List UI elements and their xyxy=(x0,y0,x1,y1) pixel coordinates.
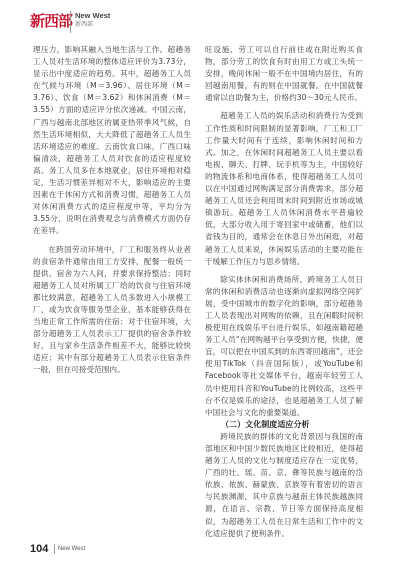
body-paragraph: 跨境民族的群体的文化背景因与我国的南部地区和中国少数民族地区比较相近，使得超趟务工人员的文化与制度适应存在一定优势，广西的壮、瑶、苗、京、彝等民族与越南的岱依族、侬族、赫蒙族、京族等有着密切的语言与民族渊源，其中京族与越南主体民族越族同源，在语言、宗教、节日等方面保持高度相似，为超趟务工人员在日常生活和工作中的文化适应提供了便利条件。 xyxy=(205,431,363,538)
logo-en-title: New West xyxy=(75,11,111,20)
page-number: 104 xyxy=(30,543,49,555)
body-paragraph: 除实体休闲和消费场所，跨境务工人员日常的休闲和消费活动也逐渐向虚拟网络空间扩展，受中国城市的数字化的影响，部分超趟务工人员表现出对网购的依赖，且在闲暇时间积极使用在线娱乐平台进行娱乐，如越南籍超趟务工人员“在网购越平台享受到方便，快捷，便宜，可以把在中国买到的东西寄回越南”，还会使用TikTok（抖音国际版），或YouTube和Facebook等社交媒体平台，越南年轻劳工人员中使用抖音和YouTube的比例较高，这些平台不仅是娱乐的途径，也是超趟务工人员了解中国社会与文化的重要渠道。 xyxy=(205,274,363,417)
magazine-logo-en xyxy=(70,11,135,33)
body-paragraph: 旺设施、劳工可以自行前往或在附近购买食物，部分劳工的饮食有时由用工方或工头统一安排，晚间休闲一般不在中国境内居住，有的回越南用餐，有的则在中国就餐。在中国就餐通常以自助餐为主，价格约30～30元人民币。 xyxy=(205,45,363,103)
footer-divider xyxy=(54,544,55,554)
body-paragraph: 理压力，影响其融入当地生活与工作。超趟务工人员对生活环境的整体适应评价为3.73分，显示出中度适应的趋势。其中，超趟务工人员在气候与环境（M＝3.96）、居住环境（M＝3.76）、饮食（M＝3.62）和休闲消费（M＝3.55）方面的适应评分依次递减。中国云南，广西与越南北部地区的属亚热带季风气候，自然生活环境相似，大大降低了超趟务工人员生活环境适应的难度。云南饮食口味，广西口味偏清淡，超趟务工人员对饮食的适应程度较高。务工人员多在本地就业，居住环境相对稳定，生活习惯差异相对不大，影响适应的主要因素在于休闲方式和消费习惯，超趟务工人员对休闲消费方式的适应程度中等，平均分为3.55分，说明在消费观念与消费模式方面仍存在差异。 xyxy=(33,45,191,236)
logo-en-subtitle: 新西部 xyxy=(75,22,94,28)
body-paragraph: 在跨国劳动环境中，厂工和服务终从业者的食宿条件通常由用工方安排，配餐一般统一提供，宿舍为六人间，并要求保持整洁；同时超趟务工人员对所属工厂给的饮食与住宿环境都比较满意，超趟务工人员多数进入小规模工厂，或为饮食等服务型企业，基本能够获得在当地正常工作所需的住宿；对于住宿环境，大部分超趟务工人员表示工厂提供的宿舍条件较好，且与家乡生活条件相差不大，能够比较快适应；其中有部分超趟务工人员表示住宿条件一般，但在可接受范围内。 xyxy=(33,244,191,375)
page-footer xyxy=(0,541,402,557)
magazine-logo: 新西部 xyxy=(30,12,73,30)
page-header xyxy=(0,0,402,40)
footer-brand: New West xyxy=(58,546,86,552)
section-heading: （二）文化制度适应分析 xyxy=(221,419,310,429)
right-column xyxy=(205,44,363,540)
left-column xyxy=(33,44,191,377)
body-paragraph: 超趟务工人员的娱乐活动和消费行为受到工作性质和时间限制的显著影响，厂工和工厂工作量大时间有于连续，影响休闲时间和方式。加之，在休闲时间超趟务工人员主要以看电视、聊天、打牌、玩手机等为主，中国较好的物流体系和电商体系，使得超趟务工人员可以在中国通过网购满足部分消费需求，部分超趟务工人员还会利用周末时间到附近市场或城镇游玩。超趟务工人员休闲消费水平普遍较低，大部分收入用于寄回家中或储蓄，他们以省钱为目的，通常会在休息日外出闲逛，对超趟务工人员来说，休闲娱乐活动的主要功能在于缓解工作压力与思乡情绪。 xyxy=(205,111,363,266)
